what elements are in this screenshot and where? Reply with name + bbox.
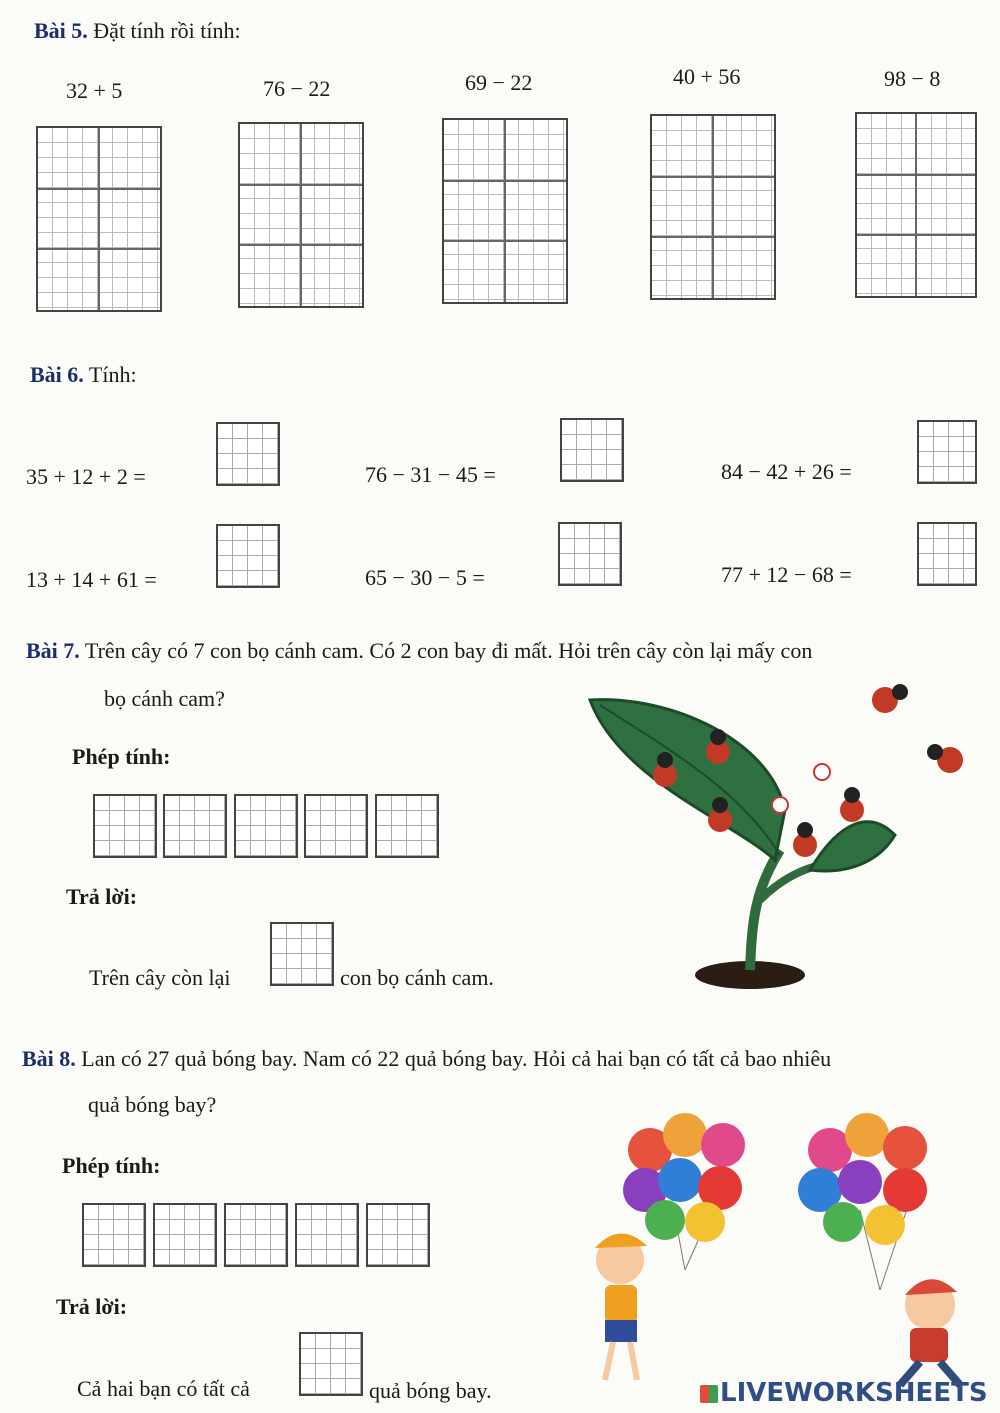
watermark-text: LIVEWORKSHEETS — [720, 1378, 988, 1408]
bai5-answer-grid-1[interactable] — [36, 126, 162, 312]
bai7-question — [26, 638, 986, 664]
bai8-question-line1: Lan có 27 quả bóng bay. Nam có 22 quả bóng bay. Hỏi cả hai bạn có tất cả bao nhiêu — [81, 1046, 832, 1071]
girl-icon — [595, 1233, 647, 1380]
bai8-question — [22, 1046, 982, 1072]
bai7-calc-box-5[interactable] — [375, 794, 439, 858]
bai8-answer-label: Trả lời: — [56, 1294, 128, 1319]
bai6-label: Bài 6. — [30, 362, 84, 387]
bai6-answer-box-4[interactable] — [216, 524, 280, 588]
bai7-calc-box-4[interactable] — [304, 794, 368, 858]
bai8-calc-box-5[interactable] — [366, 1203, 430, 1267]
balloons-kids-illustration — [575, 1100, 995, 1392]
bai8-calc-box-1[interactable] — [82, 1203, 146, 1267]
bai8-calc-label: Phép tính: — [62, 1153, 161, 1178]
bai8-question-line2: quả bóng bay? — [88, 1092, 217, 1117]
bai5-answer-grid-2[interactable] — [238, 122, 364, 308]
bai6-expr-1: 35 + 12 + 2 = — [26, 464, 146, 489]
bai7-question-line2: bọ cánh cam? — [104, 686, 225, 711]
bai6-expr-6: 77 + 12 − 68 = — [721, 562, 852, 587]
bai5-instruction: Đặt tính rồi tính: — [93, 18, 241, 43]
bai5-problem-2: 76 − 22 — [263, 76, 331, 101]
bai5-label: Bài 5. — [34, 18, 88, 43]
bai5-answer-grid-5[interactable] — [855, 112, 977, 298]
flower-icon — [814, 764, 830, 780]
bai5-problem-5: 98 − 8 — [884, 66, 941, 91]
balloon-bunch-right-icon — [798, 1113, 927, 1290]
bai6-answer-box-6[interactable] — [917, 522, 977, 586]
bai8-label: Bài 8. — [22, 1046, 76, 1071]
liveworksheets-logo-icon — [700, 1385, 718, 1403]
bai6-answer-box-3[interactable] — [917, 420, 977, 484]
bai8-answer-before: Cả hai bạn có tất cả — [77, 1376, 250, 1401]
bai6-expr-4: 13 + 14 + 61 = — [26, 567, 157, 592]
balloon-bunch-left-icon — [623, 1113, 745, 1270]
bai7-answer-before: Trên cây còn lại — [89, 965, 231, 990]
bai7-answer-after: con bọ cánh cam. — [340, 965, 494, 990]
bai8-calc-box-2[interactable] — [153, 1203, 217, 1267]
bai7-calc-box-2[interactable] — [163, 794, 227, 858]
small-leaf — [810, 822, 895, 871]
bai5-problem-4: 40 + 56 — [673, 64, 741, 89]
bai8-answer-after: quả bóng bay. — [369, 1378, 492, 1403]
leaf-ladybugs-illustration — [580, 670, 990, 1000]
bai6-answer-box-1[interactable] — [216, 422, 280, 486]
boy-icon — [900, 1279, 960, 1385]
big-leaf — [590, 700, 785, 860]
bai6-answer-box-5[interactable] — [558, 522, 622, 586]
bai5-heading — [34, 18, 241, 44]
bai6-expr-2: 76 − 31 − 45 = — [365, 462, 496, 487]
bai5-answer-grid-3[interactable] — [442, 118, 568, 304]
bai7-calc-label: Phép tính: — [72, 744, 171, 769]
bai7-answer-box[interactable] — [270, 922, 334, 986]
bai7-question-line1: Trên cây có 7 con bọ cánh cam. Có 2 con bay đi mất. Hỏi trên cây còn lại mấy con — [84, 638, 813, 663]
bai7-calc-box-3[interactable] — [234, 794, 298, 858]
watermark — [700, 1378, 988, 1408]
bai7-label: Bài 7. — [26, 638, 80, 663]
bai6-expr-3: 84 − 42 + 26 = — [721, 459, 852, 484]
bai6-expr-5: 65 − 30 − 5 = — [365, 565, 485, 590]
bai6-heading — [30, 362, 137, 388]
bai5-answer-grid-4[interactable] — [650, 114, 776, 300]
bai6-instruction: Tính: — [88, 362, 137, 387]
bai6-answer-box-2[interactable] — [560, 418, 624, 482]
bai8-calc-box-4[interactable] — [295, 1203, 359, 1267]
flower-icon — [772, 797, 788, 813]
bai7-answer-label: Trả lời: — [66, 884, 138, 909]
bai8-answer-box[interactable] — [299, 1332, 363, 1396]
bai7-calc-box-1[interactable] — [93, 794, 157, 858]
bai5-problem-1: 32 + 5 — [66, 78, 123, 103]
bai5-problem-3: 69 − 22 — [465, 70, 533, 95]
bai8-calc-box-3[interactable] — [224, 1203, 288, 1267]
